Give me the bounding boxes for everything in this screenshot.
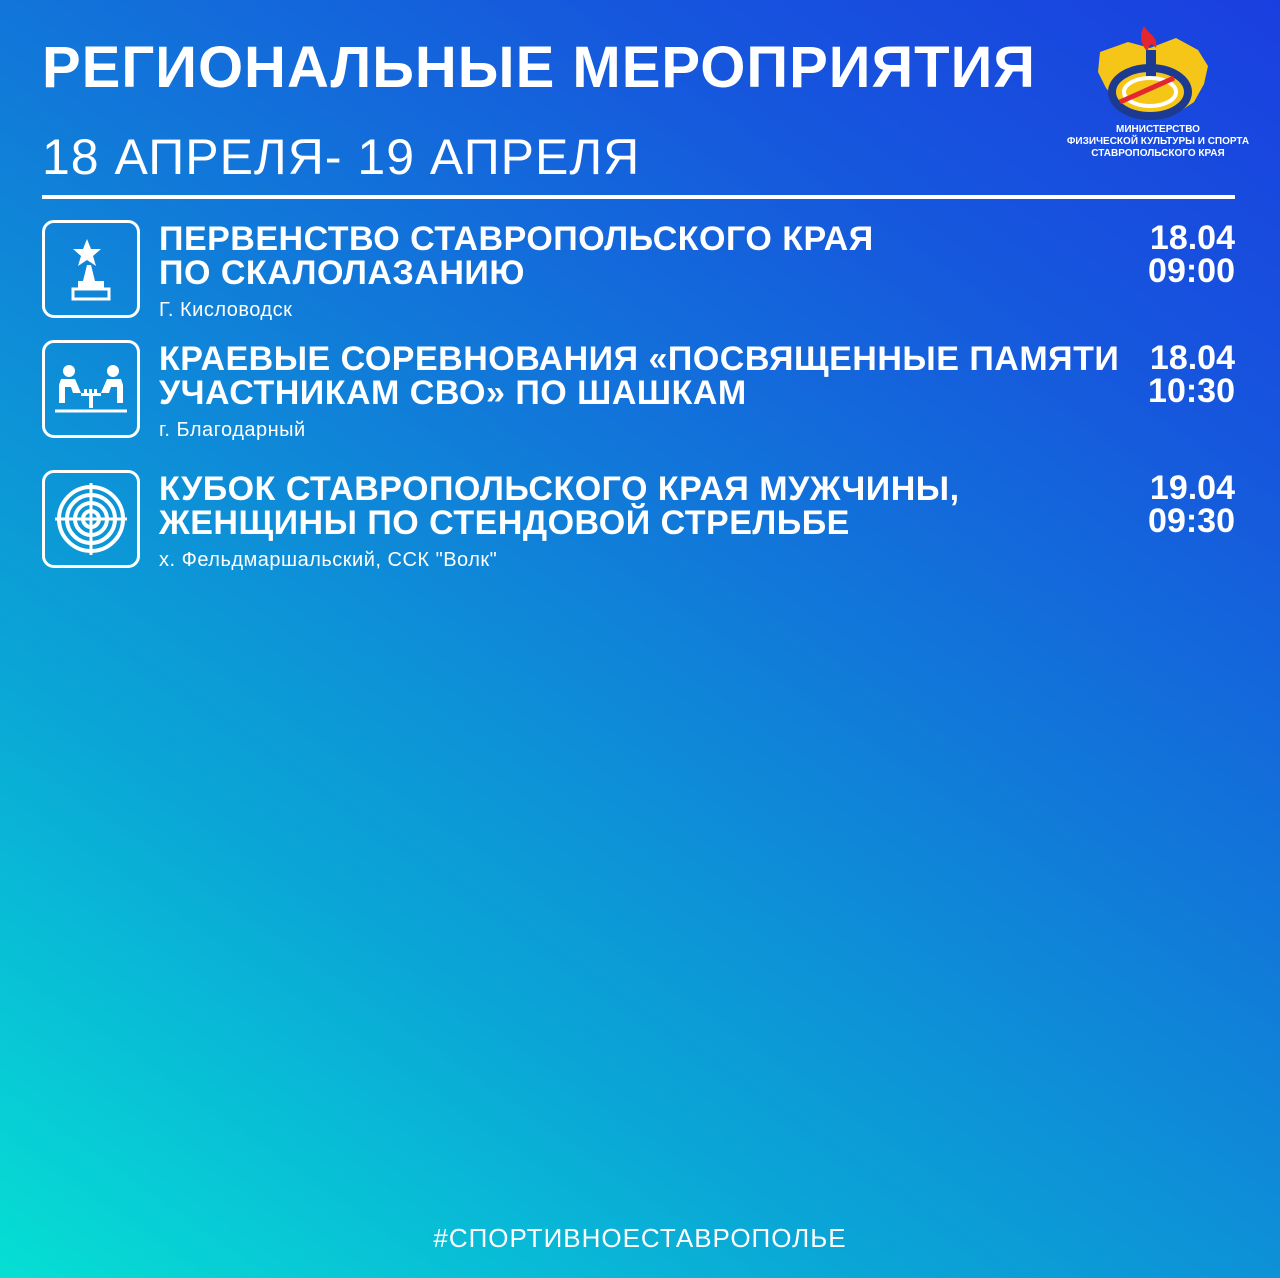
logo-caption-line: СТАВРОПОЛЬСКОГО КРАЯ: [1091, 148, 1225, 159]
trophy-icon: [42, 220, 140, 318]
event-item: [42, 470, 1235, 580]
event-title-line: УЧАСТНИКАМ СВО» ПО ШАШКАМ: [159, 374, 747, 412]
event-date: 19.04: [1149, 469, 1235, 507]
event-title: [159, 222, 1089, 290]
event-title: [159, 340, 1120, 412]
checkers-players-icon: [42, 340, 140, 438]
event-date: 18.04: [1149, 339, 1235, 377]
event-time: 10:30: [1148, 372, 1235, 410]
ministry-emblem-icon: [1058, 22, 1258, 132]
header-divider: [42, 195, 1235, 199]
target-icon: [42, 470, 140, 568]
page-title: РЕГИОНАЛЬНЫЕ МЕРОПРИЯТИЯ: [42, 35, 1036, 100]
event-datetime: [1148, 219, 1235, 290]
event-title-line: КУБОК СТАВРОПОЛЬСКОГО КРАЯ МУЖЧИНЫ,: [159, 470, 960, 508]
event-time: 09:30: [1148, 502, 1235, 540]
event-place: Г. Кисловодск: [159, 299, 293, 321]
logo-caption-line: МИНИСТЕРСТВО: [1116, 124, 1200, 135]
event-time: 09:00: [1148, 252, 1235, 290]
logo-caption-line: ФИЗИЧЕСКОЙ КУЛЬТУРЫ И СПОРТА: [1066, 136, 1250, 147]
event-datetime: [1148, 469, 1235, 540]
event-date: 18.04: [1149, 219, 1235, 257]
event-title-line: ПЕРВЕНСТВО СТАВРОПОЛЬСКОГО КРАЯ: [159, 220, 874, 258]
event-title-line: ПО СКАЛОЛАЗАНИЮ: [159, 254, 525, 292]
hashtag: #СПОРТИВНОЕСТАВРОПОЛЬЕ: [433, 1223, 847, 1253]
event-title-line: КРАЕВЫЕ СОРЕВНОВАНИЯ «ПОСВЯЩЕННЫЕ ПАМЯТИ: [159, 340, 1120, 378]
event-place: х. Фельдмаршальский, ССК "Волк": [159, 549, 498, 571]
event-item: [42, 220, 1235, 330]
event-place: г. Благодарный: [159, 419, 306, 441]
logo-caption: [1040, 124, 1276, 160]
date-range: 18 АПРЕЛЯ- 19 АПРЕЛЯ: [42, 129, 641, 185]
event-datetime: [1148, 339, 1235, 410]
event-title: [159, 472, 1089, 540]
event-item: [42, 340, 1235, 450]
event-title-line: ЖЕНЩИНЫ ПО СТЕНДОВОЙ СТРЕЛЬБЕ: [159, 504, 850, 542]
